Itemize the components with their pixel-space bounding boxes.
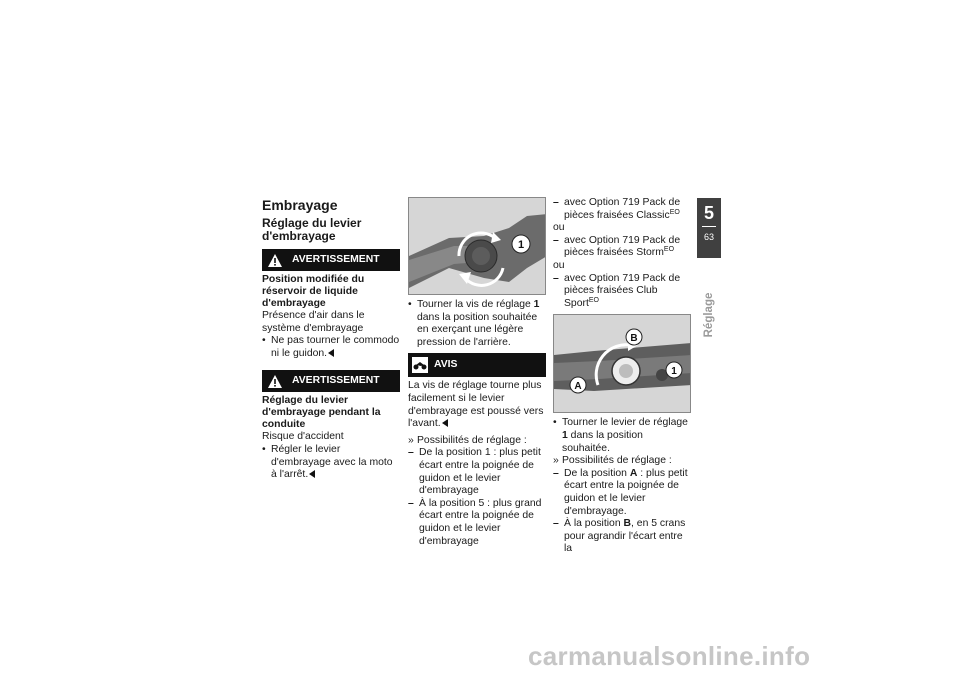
column-left: [262, 197, 400, 482]
warning-label: AVERTISSEMENT: [292, 375, 380, 387]
adjusting-lever-illustration: [554, 315, 691, 413]
warning-title: Réglage du levier d'embrayage pendant la conduite: [262, 395, 381, 431]
option-classic-text: avec Option 719 Pack de pièces fraisées Classic: [564, 197, 681, 221]
option-text-rest: , en 5 crans pour agrandir l'écart entre la: [564, 518, 686, 555]
or-separator: ou: [553, 222, 565, 234]
watermark: carmanualsonline.info: [528, 641, 811, 671]
figure-callout-1: 1: [671, 366, 677, 378]
warning-triangle-icon: [268, 375, 282, 388]
instruction-text-rest: dans la position souhaitée.: [562, 429, 643, 454]
option-position-b: [553, 518, 693, 556]
instruction-turn-lever: [553, 417, 693, 455]
option-club-sport: [553, 273, 693, 311]
chapter-tab: [697, 198, 721, 258]
warning-banner-1: [262, 249, 400, 271]
eo-marker: EO: [669, 208, 680, 216]
figure-adjusting-screw: [408, 197, 546, 295]
option-club-sport-text: avec Option 719 Pack de pièces fraisées Club Sport: [564, 272, 681, 309]
warning-body: Présence d'air dans le système d'embrayage: [262, 310, 365, 334]
option-classic: [553, 197, 693, 222]
adjust-options-heading: » Possibilités de réglage :: [553, 455, 693, 468]
section-subtitle: Réglage du levier d'embrayage: [262, 216, 362, 243]
warning-title: Position modifiée du réservoir de liquide d'embrayage: [262, 274, 365, 309]
instruction-text: Tourner la vis de réglage: [417, 299, 534, 310]
notice-banner: [408, 353, 546, 377]
clutch-lever-illustration: [409, 198, 546, 295]
tab-divider: [702, 226, 716, 227]
option-position-1: – De la position 1 : plus petit écart entre la poignée de guidon et le levier d'embrayage: [408, 447, 546, 497]
end-mark-icon: [328, 349, 334, 357]
figure-callout-b: B: [630, 333, 638, 345]
notice-label: AVIS: [434, 359, 458, 371]
notice-body: [408, 380, 546, 430]
eo-marker: EO: [663, 246, 675, 254]
chapter-number: 5: [703, 203, 714, 223]
end-mark-icon: [442, 419, 448, 427]
adjust-options-heading: » Possibilités de réglage :: [408, 435, 546, 448]
warning-body: Risque d'accident: [262, 431, 344, 443]
column-right: [553, 197, 693, 556]
warning-triangle-icon: [268, 254, 282, 267]
instruction-turn-screw: [408, 299, 546, 349]
instruction-key: 1: [533, 299, 540, 310]
option-key: A: [629, 467, 638, 479]
warning-banner-2: [262, 370, 400, 392]
motorcycle-icon: [412, 357, 428, 373]
page-number: 63: [703, 232, 714, 242]
option-position-a: [553, 468, 693, 518]
warning-instruction: [262, 335, 400, 360]
eo-marker: EO: [588, 296, 599, 304]
figure-callout-a: A: [574, 381, 582, 393]
warning-instruction: [262, 444, 400, 482]
warning-instruction-text: Régler le levier d'embrayage avec la moto à l'arrêt.: [271, 443, 393, 481]
end-mark-icon: [309, 470, 315, 478]
chapter-side-label-text: Réglage: [703, 292, 715, 338]
or-separator: ou: [553, 259, 565, 271]
chapter-side-label: [694, 270, 724, 360]
figure-adjusting-lever: [553, 314, 691, 413]
option-text-rest: : plus petit écart entre la poignée de guidon et le levier d'embrayage.: [564, 467, 688, 517]
option-storm: [553, 235, 693, 260]
section-title: Embrayage: [262, 197, 338, 213]
column-middle: [408, 197, 546, 548]
option-position-5: – À la position 5 : plus grand écart entre la poignée de guidon et le levier d'embrayage: [408, 498, 546, 548]
option-text: À la position: [564, 518, 624, 530]
instruction-text-rest: dans la position souhaitée en exerçant une légère pression de l'arrière.: [417, 311, 538, 348]
instruction-key: 1: [562, 429, 568, 441]
option-text: De la position: [564, 467, 630, 479]
warning-label: AVERTISSEMENT: [292, 253, 380, 265]
instruction-text: Tourner le levier de réglage: [562, 417, 688, 429]
notice-body-text: La vis de réglage tourne plus facilement si le levier d'embrayage est poussé vers l'avant.: [408, 380, 544, 430]
option-key: B: [623, 518, 632, 530]
warning-instruction-text: Ne pas tourner le commodo ni le guidon.: [271, 335, 400, 359]
figure-callout-1: 1: [517, 239, 525, 251]
option-storm-text: avec Option 719 Pack de pièces fraisées Storm: [564, 234, 681, 259]
